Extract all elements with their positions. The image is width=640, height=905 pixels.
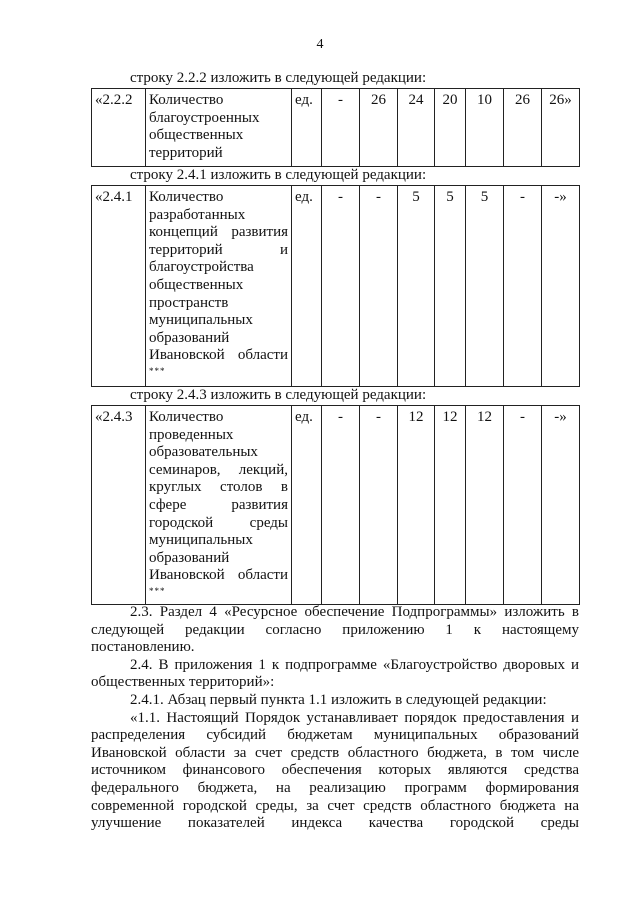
footnote-stars: *** xyxy=(149,585,166,596)
table-row xyxy=(92,406,580,605)
section-caption-2-2-2: строку 2.2.2 изложить в следующей редакции: xyxy=(130,70,427,86)
name-line: концепций развития xyxy=(149,224,288,241)
name-line: Ивановской области xyxy=(149,347,288,364)
paragraph-line: федерального бюджета, на реализацию программ формирования xyxy=(91,779,579,796)
name-line: семинаров, лекций, xyxy=(149,461,288,478)
row-value: - xyxy=(360,186,398,387)
name-line: Ивановской области xyxy=(149,567,288,584)
row-code: «2.2.2 xyxy=(92,89,146,167)
table-row xyxy=(92,89,580,167)
row-value: 5 xyxy=(466,186,504,387)
row-value: 12 xyxy=(398,406,435,605)
row-value: 12 xyxy=(466,406,504,605)
paragraph-line: общественных территорий»: xyxy=(91,674,275,691)
paragraph-line: распределения субсидий бюджетам муниципальных образований xyxy=(91,727,579,744)
row-value: 24 xyxy=(398,89,435,167)
name-line: сфере развития xyxy=(149,496,288,513)
row-unit: ед. xyxy=(292,186,322,387)
name-line: благоустроенных xyxy=(149,109,260,126)
row-value: 26 xyxy=(360,89,398,167)
name-line: образований xyxy=(149,549,230,566)
paragraph-line: постановлению. xyxy=(91,639,195,656)
name-line: круглых столов в xyxy=(149,479,288,496)
paragraph-line: следующей редакции согласно приложению 1 к настоящему xyxy=(91,621,579,638)
row-code: «2.4.3 xyxy=(92,406,146,605)
name-line: благоустройства xyxy=(149,259,254,276)
paragraph-line: современной городской среды, за счет средств областного бюджета на xyxy=(91,797,579,814)
name-line: городской среды xyxy=(149,514,288,531)
name-line: Количество xyxy=(149,189,224,205)
row-name xyxy=(146,406,292,605)
row-value: 5 xyxy=(398,186,435,387)
row-value: - xyxy=(322,89,360,167)
table-row-2-4-1 xyxy=(91,185,580,387)
row-value: 5 xyxy=(435,186,466,387)
page-number: 4 xyxy=(316,37,324,52)
row-unit: ед. xyxy=(292,89,322,167)
paragraph-line: Ивановской области за счет средств областного бюджета, в том числе xyxy=(91,744,579,761)
table-row-2-2-2 xyxy=(91,88,580,167)
row-value: - xyxy=(360,406,398,605)
name-line: образовательных xyxy=(149,444,258,461)
row-value: 26 xyxy=(504,89,542,167)
row-unit: ед. xyxy=(292,406,322,605)
row-value: 20 xyxy=(435,89,466,167)
name-line: Количество xyxy=(149,409,224,425)
paragraph-line: источником финансового обеспечения которых являются средства xyxy=(91,762,579,779)
name-line: территорий xyxy=(149,144,223,161)
paragraph-line: 2.4. В приложения 1 к подпрограмме «Благоустройство дворовых и xyxy=(130,656,579,673)
row-value: 12 xyxy=(435,406,466,605)
body-text xyxy=(91,604,579,833)
row-value: - xyxy=(504,406,542,605)
table-row-2-4-3 xyxy=(91,405,580,605)
name-line: территорий и xyxy=(149,241,288,258)
table-row xyxy=(92,186,580,387)
footnote-stars: *** xyxy=(149,365,166,376)
row-value: 26» xyxy=(542,89,580,167)
row-name xyxy=(146,186,292,387)
row-name xyxy=(146,89,292,167)
paragraph-line: улучшение показателей индекса качества городской среды xyxy=(91,815,579,832)
name-line: пространств xyxy=(149,294,229,311)
section-caption-2-4-3: строку 2.4.3 изложить в следующей редакции: xyxy=(130,387,427,403)
name-line: общественных xyxy=(149,127,244,144)
name-line: разработанных xyxy=(149,206,246,223)
row-value: - xyxy=(322,406,360,605)
name-line: Количество xyxy=(149,92,224,108)
paragraph-line: 2.4.1. Абзац первый пункта 1.1 изложить в следующей редакции: xyxy=(130,691,547,708)
paragraph-line: 2.3. Раздел 4 «Ресурсное обеспечение Подпрограммы» изложить в xyxy=(130,604,579,620)
name-line: муниципальных xyxy=(149,312,253,329)
section-caption-2-4-1: строку 2.4.1 изложить в следующей редакции: xyxy=(130,167,427,183)
name-line: муниципальных xyxy=(149,532,253,549)
name-line: общественных xyxy=(149,276,244,293)
name-line: образований xyxy=(149,329,230,346)
row-value: - xyxy=(322,186,360,387)
row-value: - xyxy=(504,186,542,387)
row-value: -» xyxy=(542,406,580,605)
name-line: проведенных xyxy=(149,426,234,443)
row-value: 10 xyxy=(466,89,504,167)
row-value: -» xyxy=(542,186,580,387)
row-code: «2.4.1 xyxy=(92,186,146,387)
paragraph-line: «1.1. Настоящий Порядок устанавливает порядок предоставления и xyxy=(130,709,579,726)
